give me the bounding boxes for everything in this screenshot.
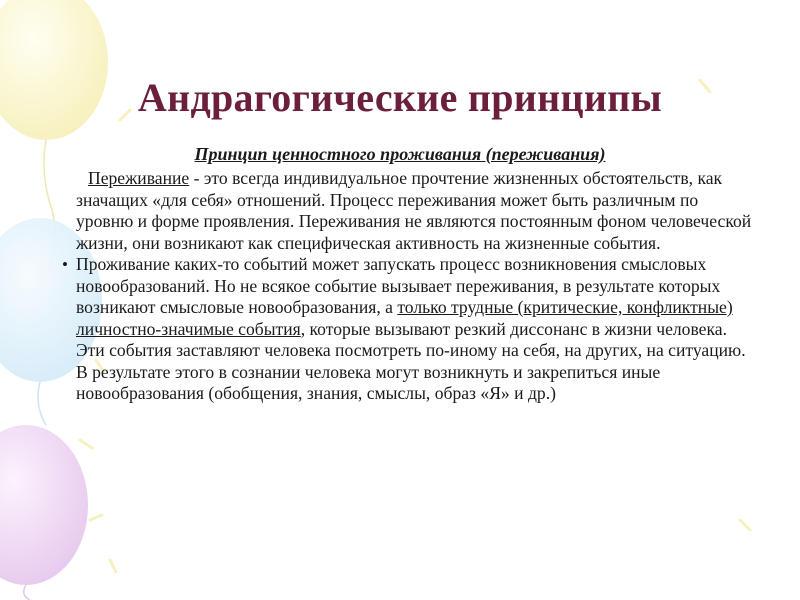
term-underlined: Переживание [88,168,190,188]
bullet-item [62,254,752,405]
bullet-paragraph [76,254,752,405]
bullet-text-after: , которые вызывают резкий диссонанс в жизни человека. Эти события заставляют человека посмотреть по-иному на себя, на других, на ситуацию. В результате этого в сознании человека могут возникнуть и закрепиться иные новообразования (обобщения, знания, смыслы, образ «Я» и др.) [76,318,746,403]
bullet-text-before: Проживание каких-то событий может запускать процесс возникновения смысловых новообразований. Но не всякое событие вызывает переживания, в результате которых возникают смысловые новообразования, а [76,254,721,317]
definition-paragraph [62,168,752,254]
definition-text: - это всегда индивидуальное прочтение жизненных обстоятельств, как значащих «для себя» отношений. Процесс переживания может быть различным по уровню и форме проявления. Переживания не являются постоянным фоном человеческой жизни, они возникают как специфическая активность на жизненные события. [76,168,752,253]
slide-body [62,168,752,405]
bullet-text-underlined: только трудные (критические, конфликтные) личностно-значимые события [76,297,733,339]
slide-subtitle: Принцип ценностного проживания (переживания) [194,144,606,164]
purple-balloon [0,425,88,585]
slide-title: Андрагогические принципы [137,75,663,120]
bullet-marker: • [62,255,68,274]
